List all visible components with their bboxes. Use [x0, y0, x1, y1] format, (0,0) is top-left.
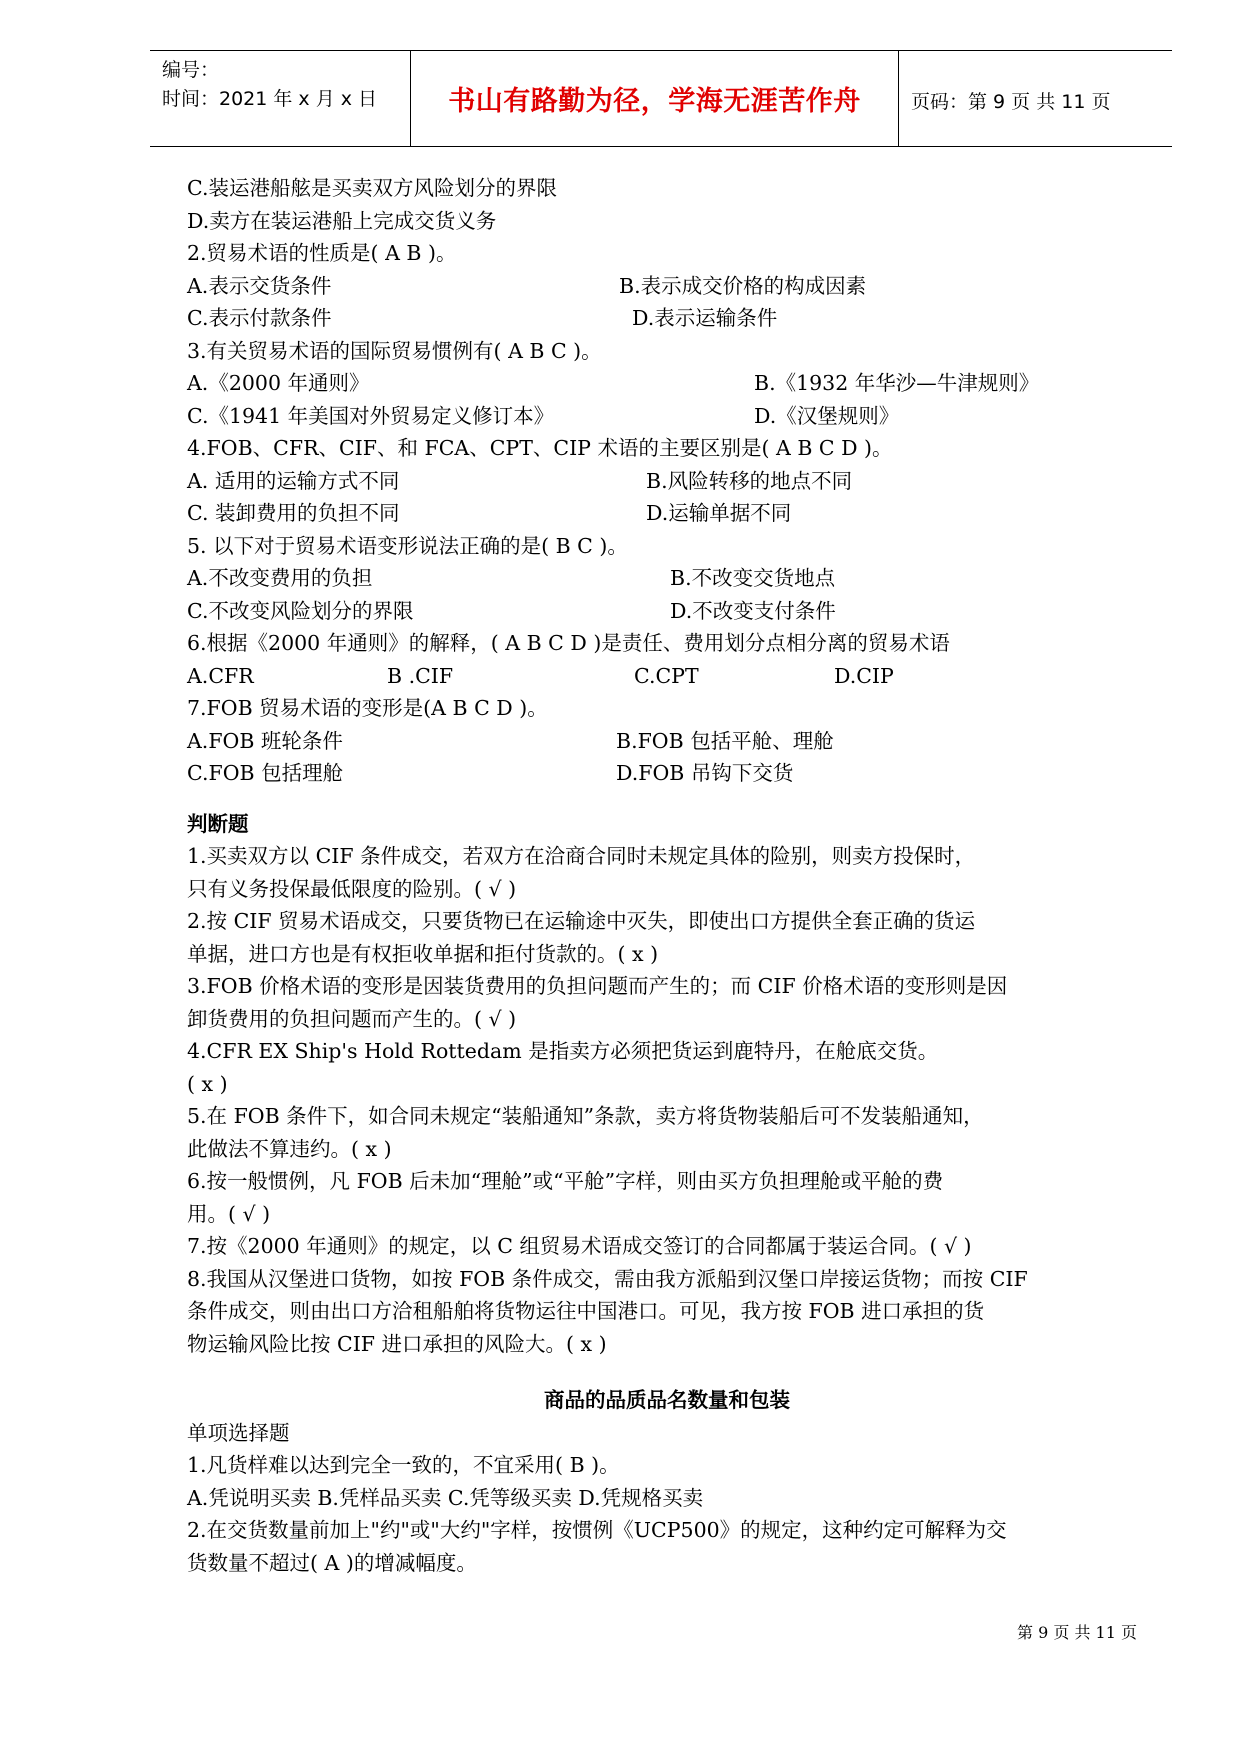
- option-c: C.《1941 年美国对外贸易定义修订本》: [187, 403, 555, 428]
- paragraph-line: 8.我国从汉堡进口货物，如按 FOB 条件成交，需由我方派船到汉堡口岸接运货物；而按 CIF: [187, 1266, 1028, 1291]
- option-line: D.卖方在装运港船上完成交货义务: [187, 208, 497, 233]
- option-row: [187, 562, 1147, 595]
- option-b: B.风险转移的地点不同: [646, 468, 853, 493]
- option-row: [187, 595, 1147, 628]
- paragraph-line: 7.按《2000 年通则》的规定，以 C 组贸易术语成交签订的合同都属于装运合同。( √ ): [187, 1234, 972, 1258]
- paragraph-line: 此做法不算违约。( x ): [187, 1136, 392, 1161]
- option-a: A.表示交货条件: [187, 273, 332, 298]
- option-row: [187, 725, 1147, 758]
- paragraph-line: 6.按一般惯例，凡 FOB 后未加“理舱”或“平舱”字样，则由买方负担理舱或平舱的费: [187, 1169, 944, 1193]
- paragraph-line: 卸货费用的负担问题而产生的。( √ ): [187, 1006, 517, 1031]
- option-row: [187, 400, 1147, 433]
- section-subheading: 单项选择题: [187, 1420, 290, 1445]
- question-stem: 6.根据《2000 年通则》的解释，( A B C D )是责任、费用划分点相分离的贸易术语: [187, 631, 950, 655]
- page-footer: 第 9 页 共 11 页: [1017, 1623, 1137, 1642]
- option-line: C.装运港船舷是买卖双方风险划分的界限: [187, 176, 557, 200]
- header-page-cell: [899, 51, 1172, 146]
- paragraph-line: 1.凡货样难以达到完全一致的，不宜采用( B )。: [187, 1453, 620, 1477]
- option-d: D.《汉堡规则》: [754, 403, 900, 428]
- option-d: D.不改变支付条件: [670, 598, 836, 623]
- paragraph-line: A.凭说明买卖 B.凭样品买卖 C.凭等级买卖 D.凭规格买卖: [187, 1485, 704, 1510]
- option-a: A.CFR: [187, 663, 254, 688]
- option-d: D.表示运输条件: [632, 306, 778, 330]
- option-c: C.FOB 包括理舱: [187, 761, 344, 785]
- page-header: [150, 50, 1172, 147]
- paragraph-line: 4.CFR EX Ship's Hold Rottedam 是指卖方必须把货运到鹿特丹，在舱底交货。: [187, 1039, 939, 1063]
- option-row: [187, 367, 1147, 400]
- question-stem: 7.FOB 贸易术语的变形是(A B C D )。: [187, 696, 548, 720]
- header-motto-cell: [410, 51, 899, 146]
- header-page-code: 页码：第 9 页 共 11 页: [911, 91, 1111, 113]
- question-stem: 5. 以下对于贸易术语变形说法正确的是( B C )。: [187, 533, 628, 558]
- paragraph-line: 只有义务投保最低限度的险别。( √ ): [187, 876, 517, 901]
- option-row: [187, 270, 1147, 303]
- document-time-label: 时间：2021 年 x 月 x 日: [162, 88, 378, 110]
- document-number-label: 编号：: [162, 59, 220, 81]
- option-d: D.FOB 吊钩下交货: [616, 761, 794, 785]
- option-c: C. 装卸费用的负担不同: [187, 501, 400, 525]
- option-b: B .CIF: [387, 663, 454, 688]
- question-stem: 4.FOB、CFR、CIF、和 FCA、CPT、CIP 术语的主要区别是( A B C D )。: [187, 436, 893, 460]
- paragraph-line: 物运输风险比按 CIF 进口承担的风险大。( x ): [187, 1331, 607, 1356]
- option-b: B.FOB 包括平舱、理舱: [616, 728, 834, 753]
- spacer: [187, 790, 1147, 808]
- paragraph-line: 2.在交货数量前加上"约"或"大约"字样，按惯例《UCP500》的规定，这种约定可解释为交: [187, 1518, 1007, 1542]
- paragraph-line: ( x ): [187, 1071, 228, 1096]
- option-b: B.表示成交价格的构成因素: [619, 273, 867, 298]
- option-row: [187, 302, 1147, 335]
- option-d: D.CIP: [834, 663, 894, 688]
- option-row: [187, 497, 1147, 530]
- option-c: C.不改变风险划分的界限: [187, 598, 414, 623]
- paragraph-line: 条件成交，则由出口方洽租船舶将货物运往中国港口。可见，我方按 FOB 进口承担的货: [187, 1299, 985, 1323]
- document-body: [187, 172, 1147, 1579]
- question-stem: 2.贸易术语的性质是( A B )。: [187, 241, 457, 265]
- paragraph-line: 单据，进口方也是有权拒收单据和拒付货款的。( x ): [187, 941, 659, 966]
- option-b: B.不改变交货地点: [670, 566, 836, 590]
- header-info-cell: [150, 51, 410, 146]
- option-b: B.《1932 年华沙—牛津规则》: [754, 371, 1040, 395]
- paragraph-line: 2.按 CIF 贸易术语成交，只要货物已在运输途中灭失，即使出口方提供全套正确的货运: [187, 909, 976, 933]
- paragraph-line: 5.在 FOB 条件下，如合同未规定“装船通知”条款，卖方将货物装船后可不发装船通知，: [187, 1104, 984, 1128]
- paragraph-line: 1.买卖双方以 CIF 条件成交，若双方在洽商合同时未规定具体的险别，则卖方投保时，: [187, 844, 976, 868]
- section-heading: 判断题: [187, 811, 249, 836]
- option-row: [187, 465, 1147, 498]
- option-c: C.CPT: [634, 663, 699, 688]
- option-a: A.《2000 年通则》: [187, 371, 370, 395]
- paragraph-line: 3.FOB 价格术语的变形是因装货费用的负担问题而产生的；而 CIF 价格术语的变形则是因: [187, 974, 1008, 998]
- paragraph-line: 用。( √ ): [187, 1201, 271, 1226]
- option-a: A.FOB 班轮条件: [187, 728, 343, 753]
- header-motto: 书山有路勤为径，学海无涯苦作舟: [448, 86, 861, 117]
- option-row: [187, 757, 1147, 790]
- option-d: D.运输单据不同: [646, 501, 792, 525]
- option-c: C.表示付款条件: [187, 306, 332, 330]
- spacer: [187, 1360, 1147, 1384]
- question-stem: 3.有关贸易术语的国际贸易惯例有( A B C )。: [187, 338, 602, 363]
- section-title: 商品的品质品名数量和包装: [544, 1388, 790, 1412]
- paragraph-line: 货数量不超过( A )的增减幅度。: [187, 1550, 477, 1575]
- option-row: [187, 660, 1147, 693]
- option-a: A. 适用的运输方式不同: [187, 468, 400, 493]
- option-a: A.不改变费用的负担: [187, 566, 373, 590]
